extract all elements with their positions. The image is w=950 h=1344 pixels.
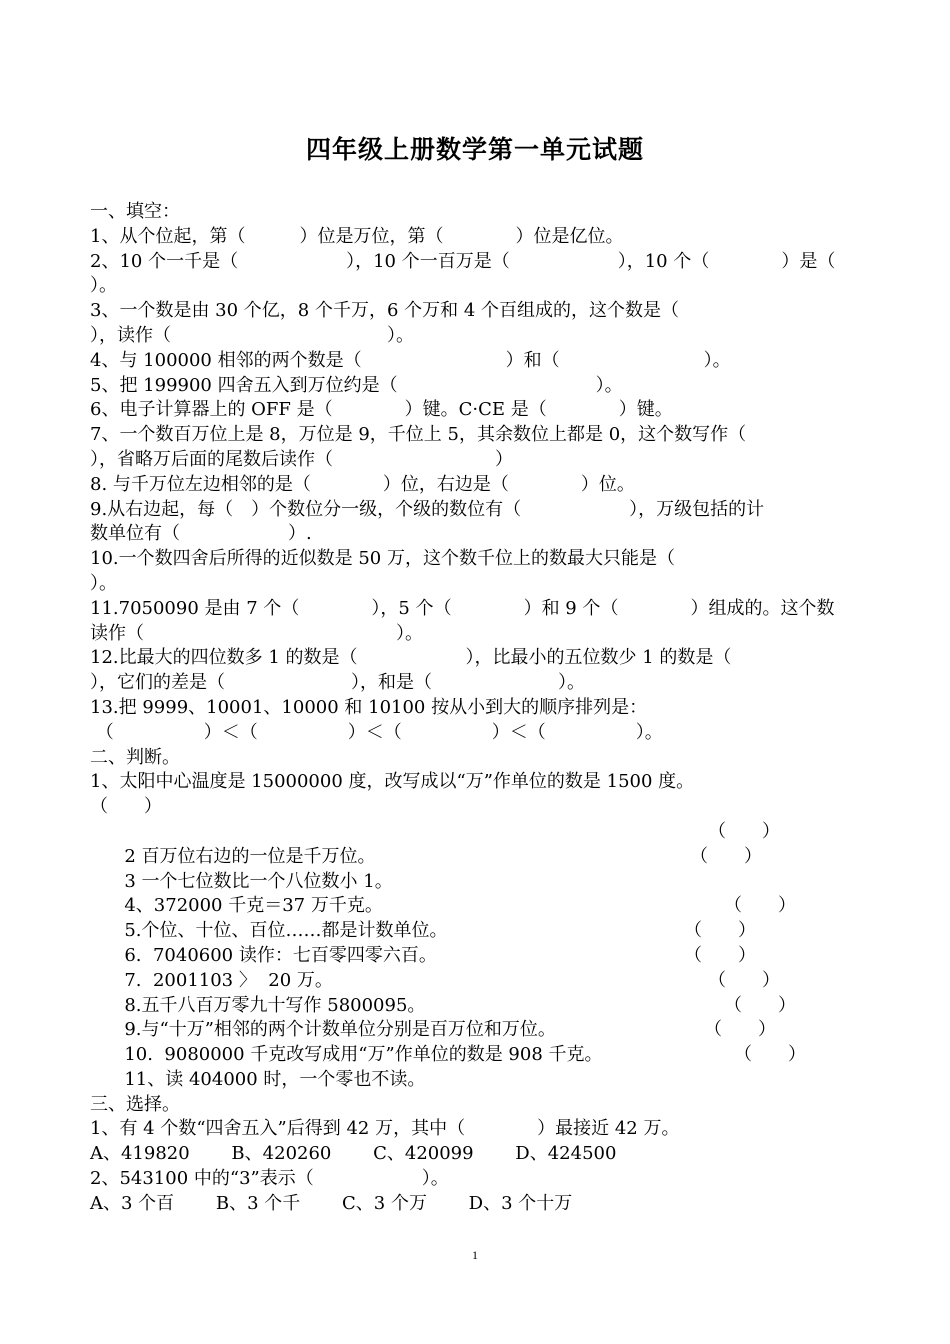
page-title: 四年级上册数学第一单元试题	[305, 135, 644, 164]
judgement-item	[90, 919, 880, 966]
section-heading-fill-in: 一、填空：	[90, 201, 180, 222]
judgement-answer-mark: （ ）	[684, 920, 756, 942]
question-line: ），省略万后面的尾数后读作（ ）	[90, 448, 513, 470]
judgement-item-text: 7. 2001103 〉 20 万。	[124, 969, 333, 991]
judgement-item-text: 3 一个七位数比一个八位数小 1。	[124, 870, 393, 892]
question-line: ），读作（ ）。	[90, 324, 414, 346]
judgement-answer-mark: （ ）	[724, 994, 796, 1016]
judgement-answer-mark: （ ）	[734, 1044, 806, 1066]
question-line: 12.比最大的四位数多 1 的数是（ ），比最小的五位数少 1 的数是（	[90, 647, 732, 669]
question-line: 1、有 4 个数“四舍五入”后得到 42 万，其中（ ）最接近 42 万。	[90, 1118, 680, 1140]
judgement-item-text: 5.个位、十位、百位……都是计数单位。	[124, 920, 448, 942]
judgement-item-text: 8.五千八百万零九十写作 5800095。	[124, 994, 426, 1016]
judgement-answer-mark: （ ）	[684, 944, 756, 966]
judgement-item-text: 11、读 404000 时，一个零也不读。	[124, 1068, 426, 1090]
question-line: 数单位有（ ）.	[90, 523, 312, 545]
judgement-item-text: 9.与“十万”相邻的两个计数单位分别是百万位和万位。	[124, 1019, 556, 1041]
judgement-item-text: 4、372000 千克＝37 万千克。	[124, 895, 383, 917]
question-line: 读作（ ）。	[90, 622, 423, 644]
judgement-item-text: 1、太阳中心温度是 15000000 度，改写成以“万”作单位的数是 1500 度。	[90, 771, 695, 793]
judgement-item-text: 6. 7040600 读作：七百零四零六百。	[124, 944, 437, 966]
judgement-item	[90, 870, 880, 917]
judgement-answer-mark: （ ）	[708, 969, 780, 991]
judgement-answer-mark: （ ）	[704, 1019, 776, 1041]
judgement-answer-mark: （ ）	[708, 820, 780, 842]
question-line: 10.一个数四舍后所得的近似数是 50 万，这个数千位上的数最大只能是（	[90, 548, 675, 570]
judgement-item	[90, 820, 880, 867]
judgement-item	[90, 944, 880, 991]
question-line: ）。	[90, 572, 117, 594]
question-line: 1、从个位起，第（ ）位是万位，第（ ）位是亿位。	[90, 225, 624, 247]
answer-options: A、3 个百 B、3 个千 C、3 个万 D、3 个十万	[90, 1192, 573, 1214]
question-line: 13.把 9999、10001、10000 和 10100 按从小到大的顺序排列是：	[90, 696, 648, 718]
judgement-item	[90, 994, 880, 1041]
judgement-item	[90, 969, 880, 1016]
question-line: 4、与 100000 相邻的两个数是（ ）和（ ）。	[90, 349, 731, 371]
answer-options: A、419820 B、420260 C、420099 D、424500	[90, 1143, 617, 1165]
question-line: ），它们的差是（ ），和是（ ）。	[90, 672, 585, 694]
judgement-answer-mark: （ ）	[690, 845, 762, 867]
judgement-answer-mark: （ ）	[724, 895, 796, 917]
judgement-item-text: 2 百万位右边的一位是千万位。	[124, 845, 376, 867]
question-line: 9.从右边起，每（ ）个数位分一级，个级的数位有（ ），万级包括的计	[90, 498, 765, 520]
judgement-answer-mark: （ ）	[90, 796, 162, 818]
question-line: 2、10 个一千是（ ），10 个一百万是（ ），10 个（ ）是（	[90, 250, 836, 272]
page-number: 1	[472, 1248, 478, 1262]
question-line: 5、把 199900 四舍五入到万位约是（ ）。	[90, 374, 623, 396]
question-line: 8. 与千万位左边相邻的是（ ）位，右边是（ ）位。	[90, 473, 635, 495]
exam-content	[90, 200, 880, 1217]
judgement-item	[90, 845, 880, 892]
section-heading-judgement: 二、判断。	[90, 746, 180, 768]
question-line: （ ）＜（ ）＜（ ）＜（ ）。	[90, 721, 663, 743]
question-line: ）。	[90, 275, 117, 297]
question-line: 3、一个数是由 30 个亿，8 个千万，6 个万和 4 个百组成的，这个数是（	[90, 300, 680, 322]
judgement-item	[90, 1018, 880, 1066]
question-line: 6、电子计算器上的 OFF 是（ ）键。C·CE 是（ ）键。	[90, 399, 673, 421]
judgement-item-text: 10. 9080000 千克改写成用“万”作单位的数是 908 千克。	[124, 1044, 603, 1066]
question-line: 11.7050090 是由 7 个（ ），5 个（ ）和 9 个（ ）组成的。这个数	[90, 597, 835, 619]
judgement-item	[90, 894, 880, 942]
section-heading-choice: 三、选择。	[90, 1093, 180, 1115]
judgement-item	[90, 1043, 880, 1090]
question-line: 7、一个数百万位上是 8，万位是 9，千位上 5，其余数位上都是 0，这个数写作（	[90, 424, 747, 446]
question-line: 2、543100 中的“3”表示（ ）。	[90, 1168, 449, 1190]
